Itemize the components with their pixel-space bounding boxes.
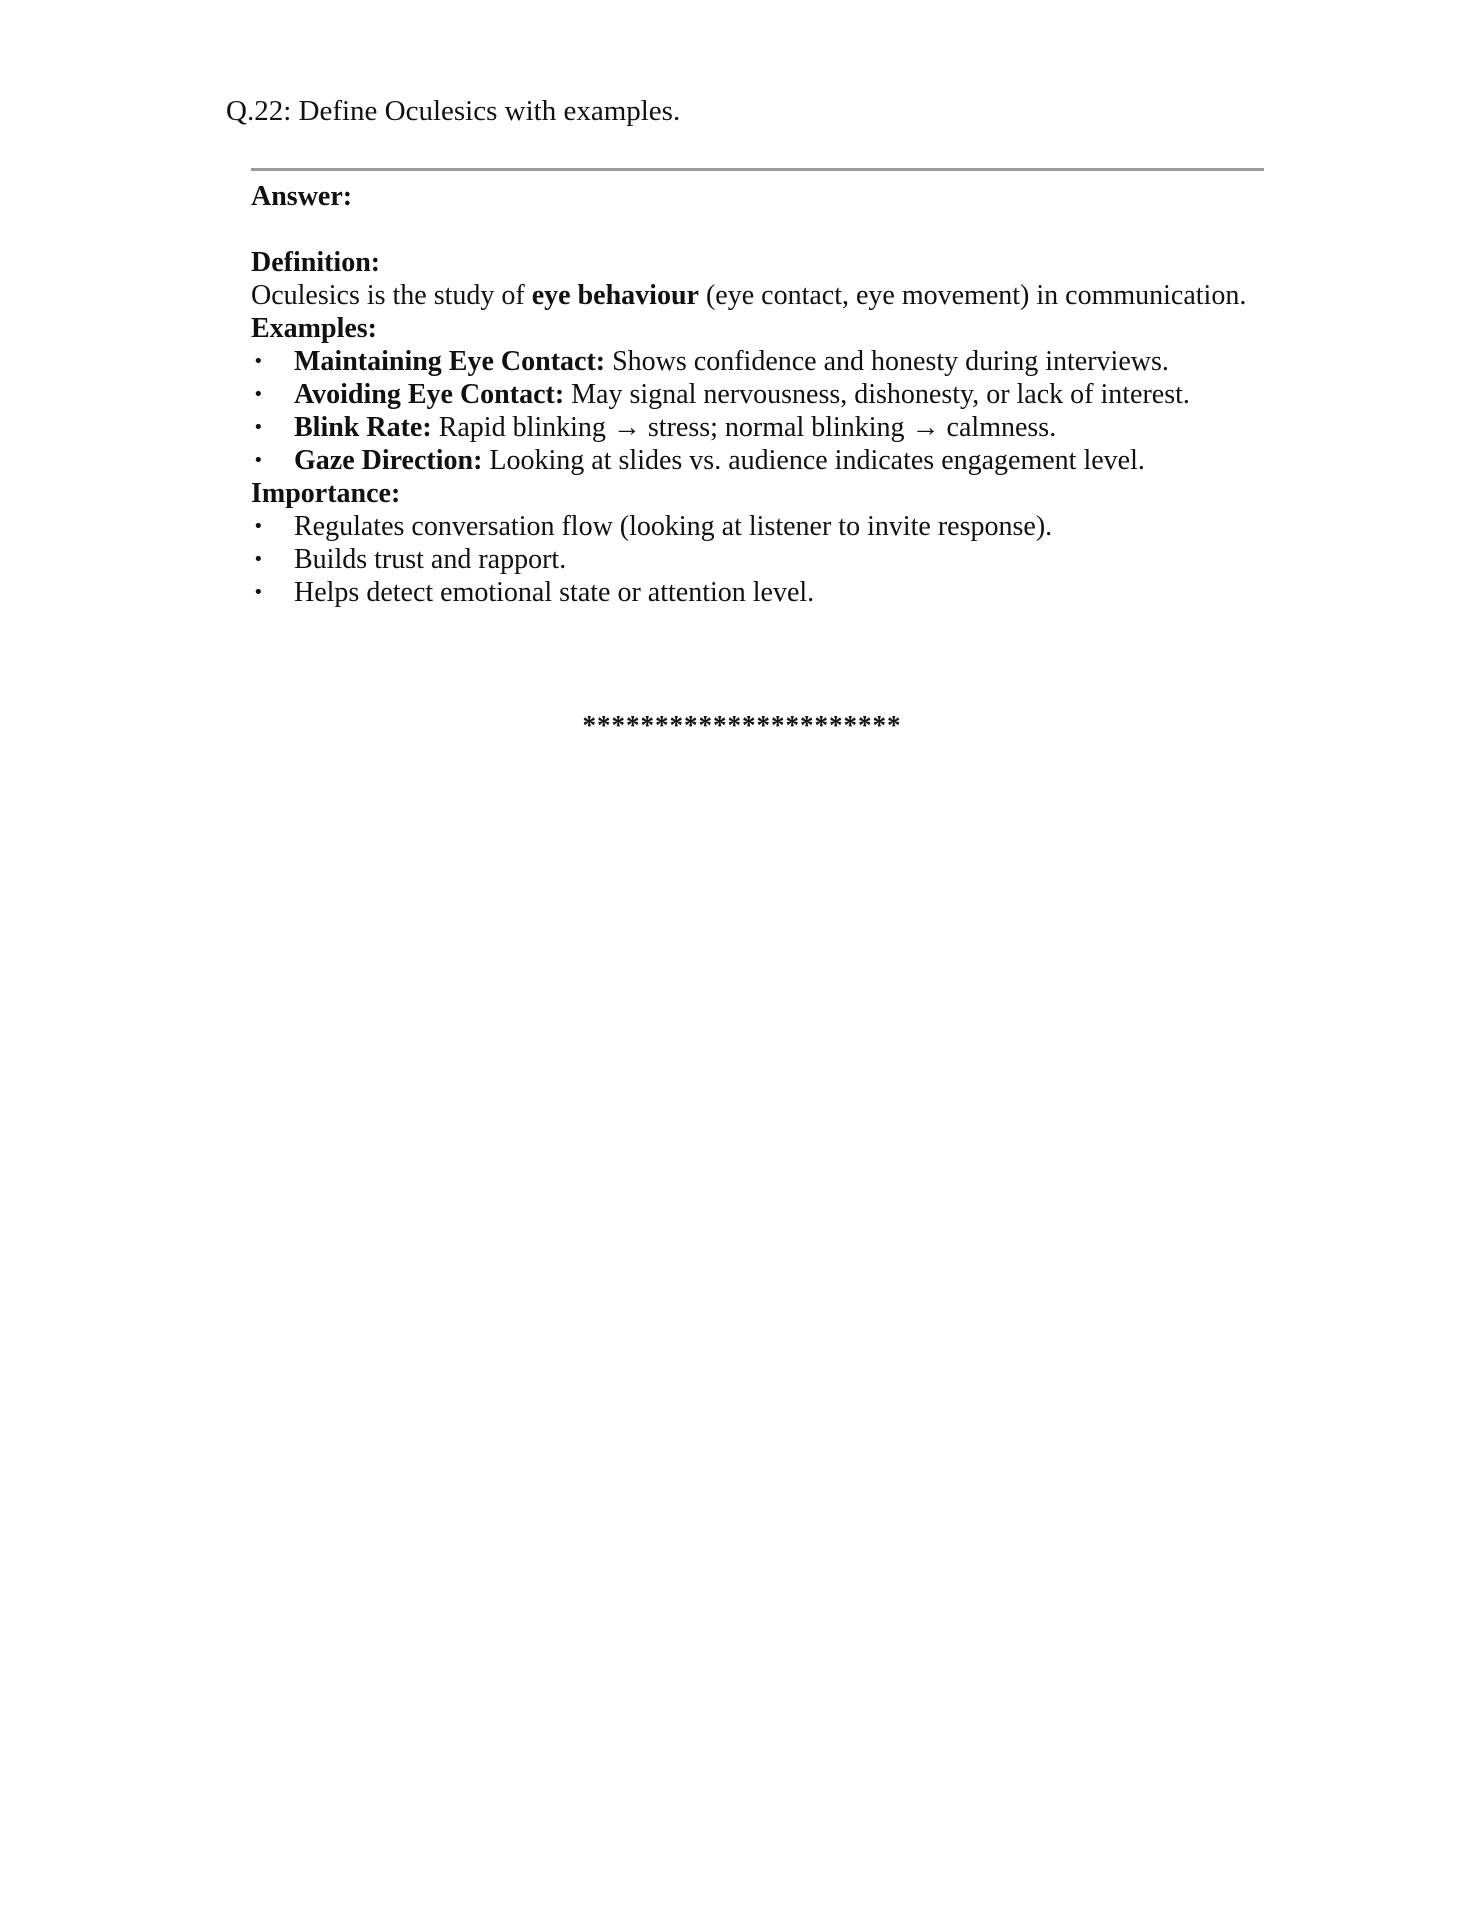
answer-label: Answer: (251, 181, 353, 212)
question-title: Q.22: Define Oculesics with examples. (226, 95, 681, 127)
example-term: Avoiding Eye Contact: (294, 379, 565, 410)
bullet-icon: • (253, 384, 264, 405)
example-text: Looking at slides vs. audience indicates engagement level. (482, 445, 1145, 476)
definition-text-after: (eye contact, eye movement) in communication. (698, 280, 1247, 311)
importance-text: Builds trust and rapport. (294, 544, 567, 575)
importance-text: Regulates conversation flow (looking at listener to invite response). (294, 511, 1053, 542)
bullet-icon: • (253, 417, 264, 438)
bullet-icon: • (253, 582, 264, 603)
bullet-icon: • (253, 450, 264, 471)
importance-heading: Importance: (251, 478, 401, 509)
example-item (251, 378, 1264, 411)
example-item (251, 345, 1264, 378)
definition-text-before: Oculesics is the study of (251, 280, 532, 311)
examples-list (251, 345, 1264, 477)
importance-list (251, 510, 1264, 609)
bullet-icon: • (253, 549, 264, 570)
importance-item (251, 510, 1264, 543)
example-text: Rapid blinking → stress; normal blinking → calmness. (431, 412, 1057, 443)
importance-text: Helps detect emotional state or attention level. (294, 577, 815, 608)
importance-item (251, 543, 1264, 576)
definition-key-term: eye behaviour (531, 280, 699, 311)
end-marker: ********************** (582, 710, 902, 740)
example-term: Blink Rate: (294, 412, 432, 443)
definition-text (251, 279, 1264, 312)
example-item (251, 411, 1264, 444)
horizontal-divider (251, 168, 1264, 171)
importance-item (251, 576, 1264, 609)
bullet-icon: • (253, 351, 264, 372)
example-text: May signal nervousness, dishonesty, or lack of interest. (564, 379, 1190, 410)
definition-heading: Definition: (251, 247, 381, 278)
example-term: Gaze Direction: (294, 445, 483, 476)
example-term: Maintaining Eye Contact: (294, 346, 606, 377)
examples-heading: Examples: (251, 313, 377, 344)
bullet-icon: • (253, 516, 264, 537)
example-item (251, 444, 1264, 477)
answer-section (251, 180, 1264, 609)
example-text: Shows confidence and honesty during interviews. (605, 346, 1169, 377)
